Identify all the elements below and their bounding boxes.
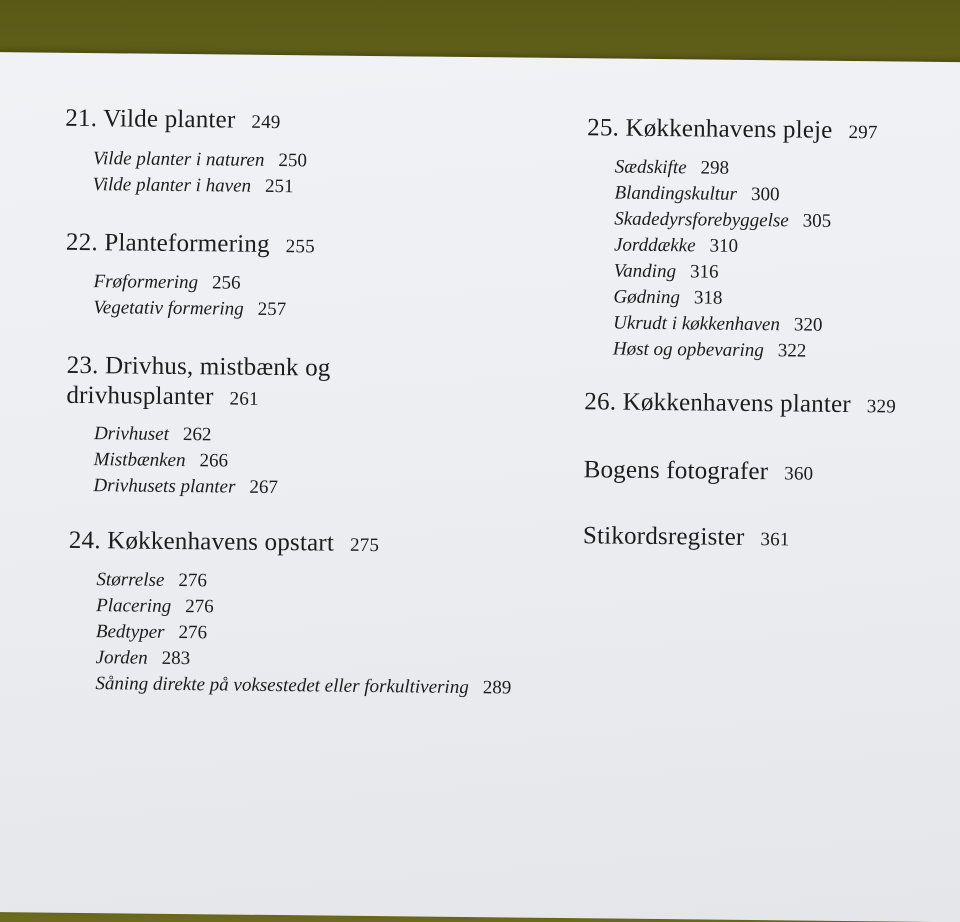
- chapter-page: 360: [784, 463, 814, 485]
- chapter-title: 25. Køkkenhavens pleje: [587, 114, 833, 144]
- subentry-page: 318: [693, 287, 723, 309]
- subentry-page: 322: [777, 340, 807, 362]
- toc-subentry: [614, 183, 779, 207]
- chapter-21-heading: [65, 105, 281, 135]
- subentry-title: Vanding: [613, 260, 677, 283]
- toc-subentry: [94, 423, 212, 446]
- subentry-title: Vilde planter i haven: [92, 174, 252, 197]
- subentry-page: 276: [185, 596, 214, 618]
- subentry-page: 262: [182, 424, 212, 446]
- subentry-title: Ukrudt i køkkenhaven: [613, 312, 781, 336]
- toc-subentry: [95, 673, 511, 699]
- subentry-title: Drivhusets planter: [93, 475, 236, 498]
- subentry-title: Størrelse: [96, 569, 165, 591]
- subentry-title: Frøformering: [93, 271, 199, 294]
- subentry-page: 256: [211, 272, 241, 294]
- toc-subentry: [93, 297, 286, 321]
- subentry-page: 267: [249, 476, 279, 499]
- chapter-title-line1: 23. Drivhus, mistbænk og: [66, 351, 331, 382]
- chapter-25-heading: [587, 114, 878, 145]
- toc-subentry: [96, 621, 207, 644]
- subentry-title: Blandingskultur: [614, 182, 738, 205]
- toc-subentry: [613, 313, 822, 337]
- chapter-page: 361: [760, 529, 790, 551]
- toc-subentry: [614, 261, 719, 284]
- subentry-title: Vilde planter i naturen: [92, 148, 265, 171]
- toc-subentry: [92, 174, 293, 198]
- subentry-title: Skadedyrsforebyggelse: [614, 208, 789, 232]
- subentry-title: Jorddække: [613, 234, 696, 257]
- subentry-title: Jorden: [95, 647, 148, 669]
- chapter-title: Bogens fotografer: [583, 456, 769, 486]
- book-page: [0, 52, 960, 922]
- index-heading: [583, 522, 790, 552]
- subentry-title: Placering: [96, 595, 172, 617]
- subentry-title: Såning direkte på voksestedet eller forkultivering: [95, 673, 469, 699]
- toc-subentry: [96, 569, 207, 592]
- chapter-26-heading: [584, 388, 896, 419]
- subentry-page: 276: [178, 570, 207, 592]
- toc-subentry: [615, 157, 730, 180]
- subentry-page: 257: [257, 298, 287, 321]
- subentry-page: 320: [793, 314, 823, 336]
- subentry-page: 289: [482, 677, 512, 699]
- subentry-page: 316: [689, 261, 719, 283]
- subentry-page: 310: [709, 235, 739, 257]
- chapter-title: Stikordsregister: [582, 522, 745, 551]
- chapter-title: 26. Køkkenhavens planter: [584, 388, 852, 419]
- subentry-page: 250: [278, 150, 308, 172]
- chapter-title: 24. Køkkenhavens opstart: [68, 526, 335, 557]
- chapter-23-heading: [66, 351, 330, 416]
- subentry-title: Drivhuset: [93, 423, 170, 445]
- chapter-page: 329: [866, 396, 897, 418]
- subentry-page: 266: [199, 450, 229, 472]
- subentry-title: Vegetativ formering: [93, 297, 244, 320]
- chapter-page: 255: [285, 236, 315, 258]
- toc-subentry: [96, 647, 191, 670]
- subentry-page: 298: [700, 157, 730, 179]
- toc-subentry: [94, 449, 229, 472]
- subentry-title: Sædskifte: [614, 156, 687, 179]
- chapter-page: 249: [251, 111, 281, 134]
- toc-subentry: [96, 595, 214, 618]
- subentry-title: Bedtyper: [95, 621, 165, 643]
- toc-subentry: [613, 339, 807, 363]
- chapter-title: 21. Vilde planter: [65, 104, 236, 134]
- subentry-page: 300: [750, 183, 780, 206]
- chapter-title-line2: drivhusplanter: [66, 381, 214, 411]
- toc-subentry: [614, 209, 831, 233]
- subentry-title: Høst og opbevaring: [612, 338, 764, 362]
- chapter-22-heading: [66, 229, 315, 260]
- toc-subentry: [614, 235, 738, 258]
- subentry-page: 251: [264, 175, 294, 198]
- chapter-page: 275: [349, 534, 380, 557]
- chapter-title: 22. Planteformering: [65, 228, 270, 258]
- subentry-page: 276: [178, 622, 208, 644]
- subentry-title: Gødning: [613, 286, 681, 309]
- photographers-heading: [584, 456, 814, 486]
- subentry-page: 283: [161, 647, 191, 670]
- chapter-page: 297: [848, 121, 878, 144]
- toc-subentry: [93, 475, 278, 499]
- chapter-page: 261: [229, 388, 259, 410]
- toc-subentry: [93, 148, 307, 172]
- toc-subentry: [613, 287, 722, 310]
- subentry-title: Mistbænken: [93, 449, 186, 472]
- toc-subentry: [93, 271, 240, 295]
- chapter-24-heading: [69, 527, 380, 558]
- subentry-page: 305: [802, 210, 832, 232]
